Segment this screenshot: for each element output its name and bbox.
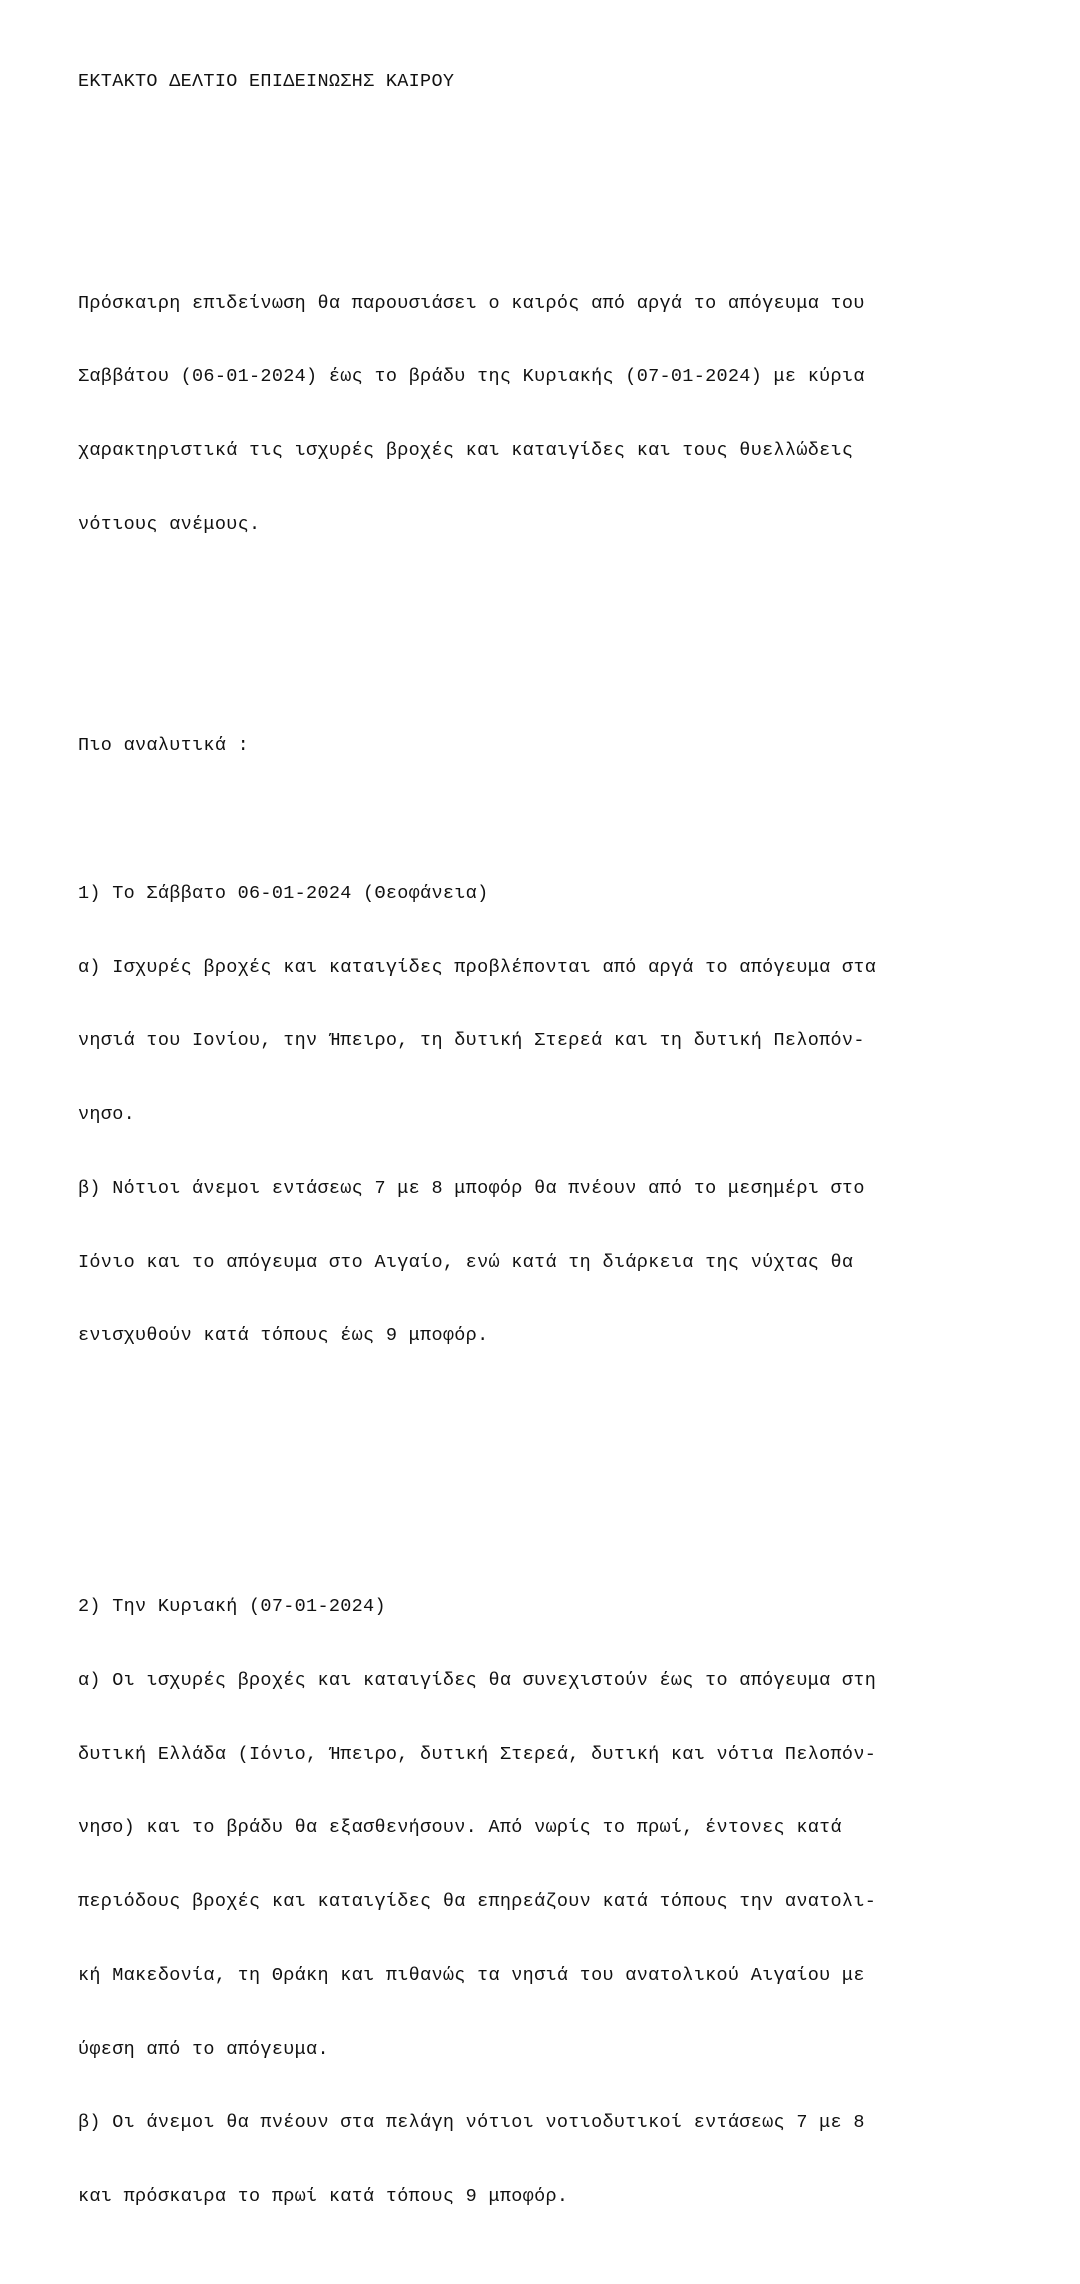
details-heading: Πιο αναλυτικά : bbox=[78, 735, 250, 757]
section-line: νησο) και το βράδυ θα εξασθενήσουν. Από νωρίς το πρωί, έντονες κατά bbox=[78, 1817, 842, 1839]
section-heading: 2) Την Κυριακή (07-01-2024) bbox=[78, 1596, 386, 1617]
intro-line: χαρακτηριστικά τις ισχυρές βροχές και καταιγίδες και τους θυελλώδεις bbox=[78, 440, 854, 462]
section-line: α) Οι ισχυρές βροχές και καταιγίδες θα συνεχιστούν έως το απόγευμα στη bbox=[78, 1669, 877, 1691]
section-line: Ιόνιο και το απόγευμα στο Αιγαίο, ενώ κατά τη διάρκεια της νύχτας θα bbox=[78, 1251, 854, 1273]
intro-paragraph bbox=[78, 242, 1068, 586]
section-line: νησιά του Ιονίου, την Ήπειρο, τη δυτική Στερεά και τη δυτική Πελοπόν- bbox=[78, 1030, 865, 1052]
intro-line: Σαββάτου (06-01-2024) έως το βράδυ της Κυριακής (07-01-2024) με κύρια bbox=[78, 366, 865, 388]
spacer bbox=[78, 1447, 1068, 1472]
bulletin-title: ΕΚΤΑΚΤΟ ΔΕΛΤΙΟ ΕΠΙΔΕΙΝΩΣΗΣ ΚΑΙΡΟΥ bbox=[78, 71, 455, 93]
section-line: περιόδους βροχές και καταιγίδες θα επηρεάζουν κατά τόπους την ανατολι- bbox=[78, 1891, 877, 1913]
section-line: δυτική Ελλάδα (Ιόνιο, Ήπειρο, δυτική Στερεά, δυτική και νότια Πελοπόν- bbox=[78, 1743, 877, 1765]
section-line: και πρόσκαιρα το πρωί κατά τόπους 9 μποφόρ. bbox=[78, 2186, 569, 2208]
section-saturday bbox=[78, 833, 1068, 1399]
section-sunday bbox=[78, 1546, 1068, 2259]
section-line: νησο. bbox=[78, 1104, 136, 1126]
section-line: ενισχυθούν κατά τόπους έως 9 μποφόρ. bbox=[78, 1325, 489, 1347]
intro-line: Πρόσκαιρη επιδείνωση θα παρουσιάσει ο καιρός από αργά το απόγευμα του bbox=[78, 292, 865, 314]
section-line: β) Οι άνεμοι θα πνέουν στα πελάγη νότιοι νοτιοδυτικοί εντάσεως 7 με 8 bbox=[78, 2112, 865, 2134]
section-line: β) Νότιοι άνεμοι εντάσεως 7 με 8 μποφόρ θα πνέουν από το μεσημέρι στο bbox=[78, 1177, 865, 1199]
section-line: κή Μακεδονία, τη Θράκη και πιθανώς τα νησιά του ανατολικού Αιγαίου με bbox=[78, 1964, 865, 1986]
weather-bulletin bbox=[78, 21, 1068, 2284]
section-line: α) Ισχυρές βροχές και καταιγίδες προβλέπονται από αργά το απόγευμα στα bbox=[78, 956, 877, 978]
section-line: ύφεση από το απόγευμα. bbox=[78, 2038, 329, 2060]
section-heading: 1) Το Σάββατο 06-01-2024 (Θεοφάνεια) bbox=[78, 882, 489, 904]
intro-line: νότιους ανέμους. bbox=[78, 513, 261, 535]
spacer bbox=[78, 144, 1068, 169]
spacer bbox=[78, 636, 1068, 661]
